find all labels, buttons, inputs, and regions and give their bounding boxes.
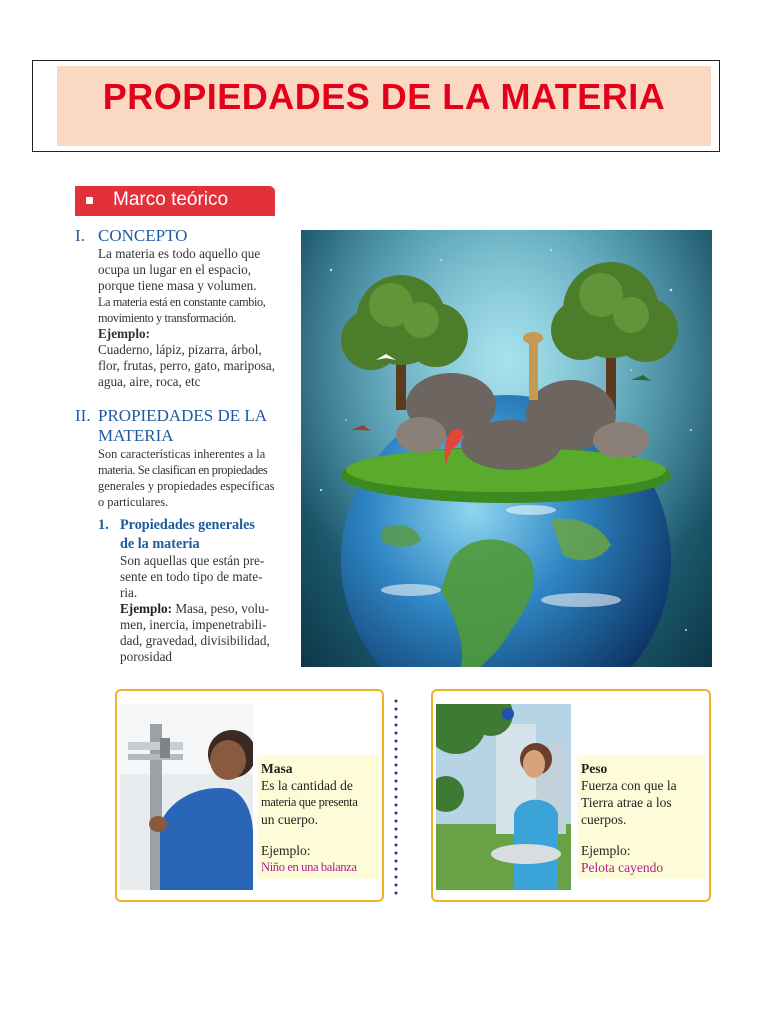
section1-number: I. xyxy=(75,226,85,245)
text-line: Cuaderno, lápiz, pizarra, árbol, xyxy=(98,342,262,357)
section2-number: II. xyxy=(75,406,91,425)
text-line: ria. xyxy=(120,585,138,600)
section2-heading-line2: MATERIA xyxy=(98,426,174,445)
section1-body xyxy=(98,246,288,390)
masa-definition xyxy=(261,777,375,828)
masa-title: Masa xyxy=(261,761,293,776)
example-label: Ejemplo: xyxy=(120,601,173,616)
sub1-body xyxy=(120,553,288,665)
page-title: PROPIEDADES DE LA MATERIA xyxy=(102,76,666,117)
text-line: Es la cantidad de xyxy=(261,778,353,793)
text-line: La materia es todo aquello que xyxy=(98,246,261,261)
boy-on-scale-photo xyxy=(120,704,253,890)
text-line: Ejemplo: Masa, peso, volu- xyxy=(120,601,270,616)
peso-note xyxy=(577,755,705,879)
text-line: La materia está en constante cambio, xyxy=(98,295,266,309)
text-line: men, inercia, impenetrabili- xyxy=(120,617,267,632)
bullet-icon xyxy=(86,197,93,204)
text-line: flor, frutas, perro, gato, mariposa, xyxy=(98,358,276,373)
text-line: un cuerpo. xyxy=(261,812,318,827)
text-line: Son aquellas que están pre- xyxy=(120,553,265,568)
marco-teorico-tab xyxy=(75,186,275,216)
text-line: dad, gravedad, divisibilidad, xyxy=(120,633,270,648)
peso-title: Peso xyxy=(581,761,608,776)
masa-example-value: Niño en una balanza xyxy=(261,860,357,874)
title-frame xyxy=(32,60,720,152)
text-line: movimiento y transformación. xyxy=(98,311,237,325)
text-line: porque tiene masa y volumen. xyxy=(98,278,257,293)
text-line: o particulares. xyxy=(98,495,169,509)
text-line: agua, aire, roca, etc xyxy=(98,374,201,389)
peso-example-value: Pelota cayendo xyxy=(581,860,664,875)
section2-body xyxy=(98,446,288,510)
text-line: Son características inherentes a la xyxy=(98,447,266,461)
masa-note xyxy=(257,755,379,879)
section1-heading: CONCEPTO xyxy=(98,226,188,245)
section2-heading-line1: PROPIEDADES DE LA xyxy=(98,406,268,425)
earth-animals-illustration xyxy=(301,230,712,667)
text-line: sente en todo tipo de mate- xyxy=(120,569,263,584)
text-line: ocupa un lugar en el espacio, xyxy=(98,262,252,277)
sub1-heading-line1: Propiedades generales xyxy=(120,517,255,533)
girl-catching-ball-photo xyxy=(436,704,571,890)
masa-card xyxy=(115,689,384,902)
peso-example-label: Ejemplo: xyxy=(581,843,631,858)
title-banner xyxy=(57,66,711,146)
text-line: Fuerza con que la xyxy=(581,778,677,793)
example-label: Ejemplo: xyxy=(98,326,151,341)
dotted-divider xyxy=(394,697,398,897)
marco-teorico-label: Marco teórico xyxy=(113,189,229,210)
masa-example-label: Ejemplo: xyxy=(261,843,311,858)
text-line: materia que presenta xyxy=(261,795,358,809)
text-line: Tierra atrae a los xyxy=(581,795,672,810)
sub1-heading-line2: de la materia xyxy=(120,536,200,552)
text-line: materia. Se clasifican en propiedades xyxy=(98,463,268,477)
peso-definition xyxy=(581,777,701,828)
text-line: generales y propiedades específicas xyxy=(98,479,275,493)
sub1-number: 1. xyxy=(98,517,109,533)
peso-card xyxy=(431,689,711,902)
text-line: porosidad xyxy=(120,649,173,664)
text-line: cuerpos. xyxy=(581,812,627,827)
